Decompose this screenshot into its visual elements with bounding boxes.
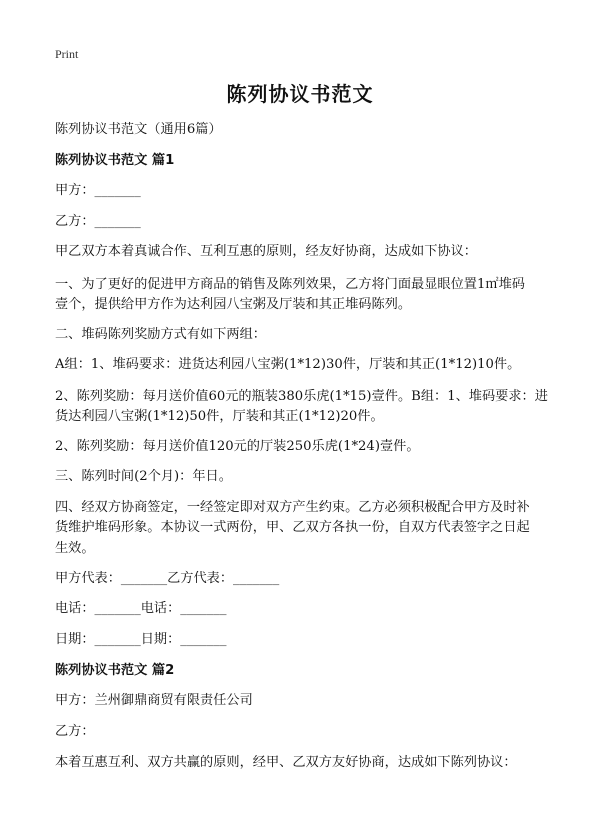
intro-paragraph: 甲乙双方本着真诚合作、互利互惠的原则，经友好协商，达成如下协议： bbox=[55, 244, 477, 259]
party-b-line: 乙方：_______ bbox=[55, 214, 141, 229]
section2-intro: 本着互惠互利、双方共赢的原则，经甲、乙双方友好协商，达成如下陈列协议： bbox=[55, 755, 517, 770]
clause4-line1: 四、经双方协商签定，一经签定即对双方产生约束。乙方必须积极配合甲方及时补 bbox=[55, 500, 530, 515]
clause4-line3: 生效。 bbox=[55, 541, 95, 556]
phones-line: 电话：_______电话：_______ bbox=[55, 601, 227, 616]
reward-a-line1: 2、陈列奖励：每月送价值60元的瓶装380乐虎(1*15)壹件。B组：1、堆码要求：进 bbox=[55, 389, 548, 404]
clause4-line2: 货维护堆码形象。本协议一式两份，甲、乙双方各执一份，自双方代表签字之日起 bbox=[55, 520, 530, 535]
group-a: A组：1、堆码要求：进货达利园八宝粥(1*12)30件，厅装和其正(1*12)10件。 bbox=[55, 357, 521, 372]
clause3: 三、陈列时间(2个月)：年日。 bbox=[55, 469, 232, 484]
dates-line: 日期：_______日期：_______ bbox=[55, 632, 227, 647]
party-a-line: 甲方：_______ bbox=[55, 183, 141, 198]
section1-heading: 陈列协议书范文 篇1 bbox=[55, 153, 175, 168]
section2-party-b: 乙方： bbox=[55, 724, 95, 739]
clause1-line2: 壹个，提供给甲方作为达利园八宝粥及厅装和其正堆码陈列。 bbox=[55, 297, 412, 312]
print-label: Print bbox=[55, 47, 79, 61]
document-title: 陈列协议书范文 bbox=[226, 82, 374, 106]
reward-b: 2、陈列奖励：每月送价值120元的厅装250乐虎(1*24)壹件。 bbox=[55, 439, 420, 454]
document-subtitle: 陈列协议书范文（通用6篇） bbox=[55, 122, 222, 137]
section2-party-a: 甲方：兰州御鼎商贸有限责任公司 bbox=[55, 693, 253, 708]
clause1-line1: 一、为了更好的促进甲方商品的销售及陈列效果，乙方将门面最显眼位置1㎡堆码 bbox=[55, 277, 525, 292]
section2-heading: 陈列协议书范文 篇2 bbox=[55, 663, 175, 678]
clause2: 二、堆码陈列奖励方式有如下两组： bbox=[55, 327, 266, 342]
reward-a-line2: 货达利园八宝粥(1*12)50件，厅装和其正(1*12)20件。 bbox=[55, 409, 384, 424]
representatives-line: 甲方代表：_______乙方代表：_______ bbox=[55, 571, 280, 586]
